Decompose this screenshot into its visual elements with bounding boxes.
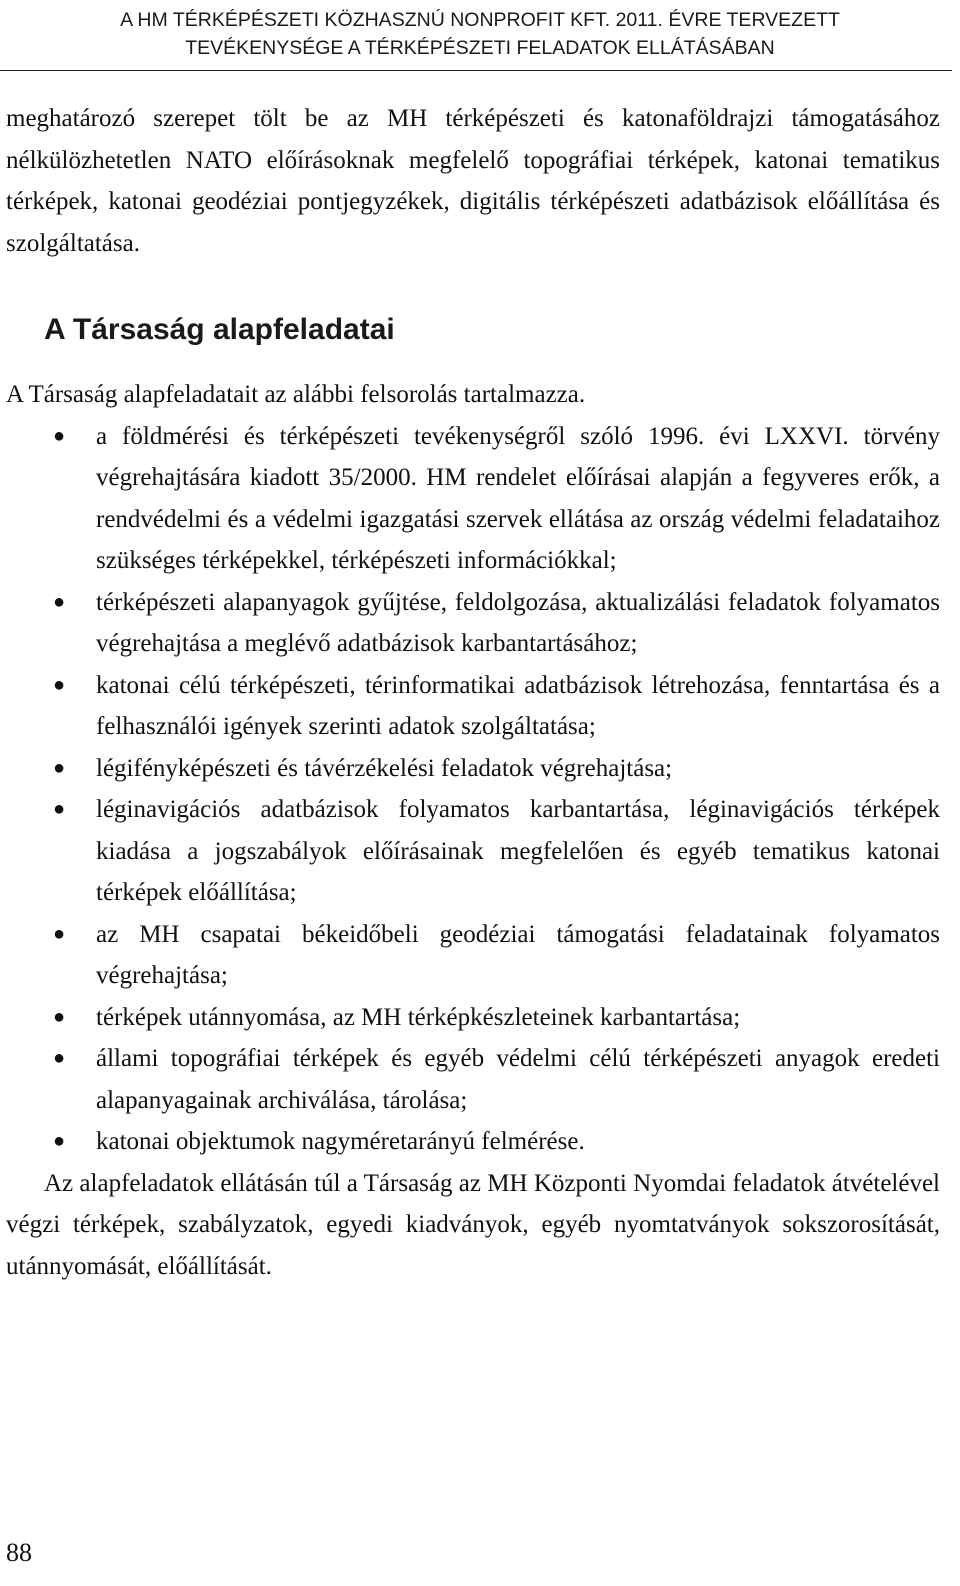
list-item — [6, 748, 940, 790]
running-header-line-2: TEVÉKENYSÉGE A TÉRKÉPÉSZETI FELADATOK ELLÁTÁSÁBAN — [185, 37, 775, 59]
intro-paragraph: meghatározó szerepet tölt be az MH térképészeti és katonaföldrajzi támogatásához nélkülözhetetlen NATO előírásoknak megfelelő topográfiai térképek, katonai tematikus térképek, katonai geodéziai pontjegyzékek, digitális térképészeti adatbázisok előállítása és szolgáltatása. — [6, 105, 940, 257]
list-item — [6, 582, 940, 665]
section-heading: A Társaság alapfeladatai — [44, 313, 395, 346]
list-item-text: az MH csapatai békeidőbeli geodéziai támogatási feladatainak folyamatos végrehajtása; — [96, 920, 940, 989]
list-item-text: a földmérési és térképészeti tevékenységről szóló 1996. évi LXXVI. törvény végrehajtására kiadott 35/2000. HM rendelet előírásai alapján a fegyveres erők, a rendvédelmi és a védelmi igazgatási szervek ellátása az ország védelmi feladataihoz szükséges térképekkel, térképészeti információkkal; — [96, 422, 940, 574]
list-item-text: térképészeti alapanyagok gyűjtése, feldolgozása, aktualizálási feladatok folyamatos végrehajtása a meglévő adatbázisok karbantartásához; — [96, 588, 940, 657]
running-header — [0, 6, 960, 62]
list-item-text: légifényképészeti és távérzékelési feladatok végrehajtása; — [96, 754, 673, 782]
task-list — [6, 416, 940, 1163]
list-item — [6, 914, 940, 997]
header-divider — [0, 70, 952, 71]
closing-paragraph: Az alapfeladatok ellátásán túl a Társaság az MH Központi Nyomdai feladatok átvételével végzi térképek, szabályzatok, egyedi kiadványok, egyéb nyomtatványok sokszorosítását, utánnyomását, előállítását. — [6, 1169, 940, 1280]
page-body — [6, 98, 940, 1287]
section-intro: A Társaság alapfeladatait az alábbi felsorolás tartalmazza. — [6, 381, 586, 408]
bullet-icon: ● — [53, 424, 66, 447]
list-item-text: katonai objektumok nagyméretarányú felmérése. — [96, 1128, 585, 1155]
list-item — [6, 665, 940, 748]
list-item — [6, 1038, 940, 1121]
bullet-icon: ● — [53, 1130, 66, 1152]
page-number: 88 — [6, 1538, 32, 1567]
list-item — [6, 789, 940, 914]
bullet-icon: ● — [53, 673, 66, 696]
bullet-icon: ● — [53, 922, 66, 945]
bullet-icon: ● — [53, 798, 66, 820]
bullet-icon: ● — [53, 1005, 66, 1028]
list-item-text: állami topográfiai térképek és egyéb védelmi célú térképészeti anyagok eredeti alapanyagainak archiválása, tárolása; — [96, 1045, 940, 1114]
list-item-text: térképek utánnyomása, az MH térképkészleteinek karbantartása; — [96, 1003, 741, 1031]
list-item — [6, 1121, 940, 1163]
bullet-icon: ● — [53, 756, 66, 779]
list-item-text: léginavigációs adatbázisok folyamatos karbantartása, léginavigációs térképek kiadása a jogszabályok előírásainak megfelelően és egyéb tematikus katonai térképek előállítása; — [96, 796, 940, 906]
running-header-line-1: A HM TÉRKÉPÉSZETI KÖZHASZNÚ NONPROFIT KFT. 2011. ÉVRE TERVEZETT — [120, 9, 840, 31]
list-item-text: katonai célú térképészeti, térinformatikai adatbázisok létrehozása, fenntartása és a felhasználói igények szerinti adatok szolgáltatása; — [96, 671, 940, 740]
list-item — [6, 997, 940, 1039]
list-item — [6, 416, 940, 582]
bullet-icon: ● — [53, 1047, 66, 1069]
bullet-icon: ● — [53, 590, 66, 613]
